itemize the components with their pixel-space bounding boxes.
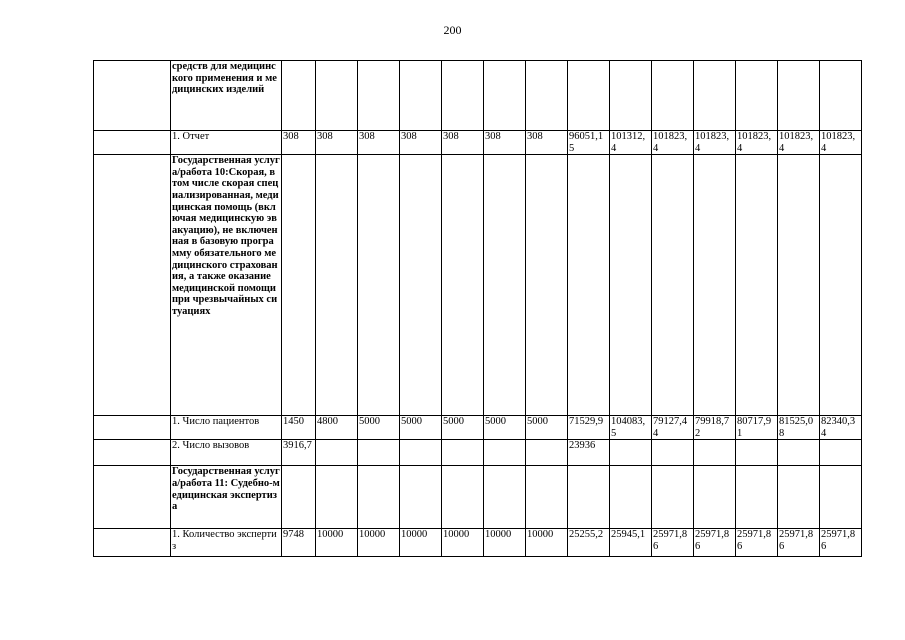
value-cell: 308 (282, 131, 316, 155)
value-cell (400, 61, 442, 131)
value-cell: 101823,4 (652, 131, 694, 155)
value-cell (736, 155, 778, 416)
value-cell: 25971,86 (736, 529, 778, 557)
value-cell: 3916,7 (282, 440, 316, 466)
value-cell: 10000 (484, 529, 526, 557)
value-cell (526, 440, 568, 466)
table-row (94, 155, 862, 416)
value-cell: 71529,9 (568, 416, 610, 440)
row-label-cell: средств для медицинского применения и медицинских изделий (171, 61, 282, 131)
row-label-cell: 1. Отчет (171, 131, 282, 155)
value-cell (442, 466, 484, 529)
value-cell (282, 61, 316, 131)
value-cell (358, 466, 400, 529)
value-cell (568, 466, 610, 529)
value-cell (610, 61, 652, 131)
value-cell: 25255,2 (568, 529, 610, 557)
value-cell (820, 155, 862, 416)
value-cell: 82340,34 (820, 416, 862, 440)
value-cell (526, 466, 568, 529)
value-cell (526, 155, 568, 416)
value-cell: 5000 (526, 416, 568, 440)
row-number-cell (94, 155, 171, 416)
value-cell: 101823,4 (820, 131, 862, 155)
row-label-cell: 1. Число пациентов (171, 416, 282, 440)
value-cell (526, 61, 568, 131)
value-cell (694, 61, 736, 131)
value-cell: 308 (526, 131, 568, 155)
value-cell (652, 466, 694, 529)
row-label-cell: 2. Число вызовов (171, 440, 282, 466)
table-row (94, 529, 862, 557)
value-cell: 101312,4 (610, 131, 652, 155)
value-cell: 81525,08 (778, 416, 820, 440)
value-cell (736, 61, 778, 131)
value-cell (316, 440, 358, 466)
value-cell: 25945,1 (610, 529, 652, 557)
value-cell (694, 440, 736, 466)
value-cell (610, 155, 652, 416)
value-cell (358, 440, 400, 466)
value-cell (694, 155, 736, 416)
value-cell (652, 155, 694, 416)
value-cell (568, 61, 610, 131)
value-cell (400, 155, 442, 416)
value-cell (820, 61, 862, 131)
value-cell (652, 61, 694, 131)
value-cell: 10000 (316, 529, 358, 557)
row-number-cell (94, 440, 171, 466)
row-label-cell: 1. Количество экспертиз (171, 529, 282, 557)
value-cell (778, 61, 820, 131)
value-cell (484, 466, 526, 529)
value-cell: 10000 (442, 529, 484, 557)
value-cell (484, 61, 526, 131)
row-number-cell (94, 61, 171, 131)
value-cell: 308 (442, 131, 484, 155)
value-cell (282, 155, 316, 416)
table-row (94, 61, 862, 131)
value-cell: 308 (484, 131, 526, 155)
value-cell: 79918,72 (694, 416, 736, 440)
value-cell: 80717,91 (736, 416, 778, 440)
value-cell (400, 466, 442, 529)
value-cell: 96051,15 (568, 131, 610, 155)
value-cell: 10000 (526, 529, 568, 557)
value-cell (484, 155, 526, 416)
value-cell: 101823,4 (694, 131, 736, 155)
value-cell (694, 466, 736, 529)
value-cell (736, 466, 778, 529)
value-cell: 5000 (442, 416, 484, 440)
table-row (94, 440, 862, 466)
value-cell: 308 (316, 131, 358, 155)
row-number-cell (94, 529, 171, 557)
value-cell (316, 155, 358, 416)
budget-table (93, 60, 862, 557)
value-cell: 10000 (400, 529, 442, 557)
value-cell (442, 440, 484, 466)
value-cell: 5000 (484, 416, 526, 440)
value-cell: 5000 (400, 416, 442, 440)
value-cell (820, 466, 862, 529)
value-cell (442, 155, 484, 416)
value-cell (358, 155, 400, 416)
value-cell (568, 155, 610, 416)
table-row (94, 466, 862, 529)
value-cell: 101823,4 (736, 131, 778, 155)
value-cell (736, 440, 778, 466)
value-cell (820, 440, 862, 466)
row-number-cell (94, 466, 171, 529)
value-cell: 308 (400, 131, 442, 155)
value-cell: 25971,86 (820, 529, 862, 557)
value-cell (610, 466, 652, 529)
table-row (94, 416, 862, 440)
row-number-cell (94, 416, 171, 440)
table-row (94, 131, 862, 155)
value-cell: 25971,86 (694, 529, 736, 557)
value-cell: 308 (358, 131, 400, 155)
value-cell (610, 440, 652, 466)
page-number: 200 (443, 23, 462, 37)
value-cell: 101823,4 (778, 131, 820, 155)
value-cell: 25971,86 (778, 529, 820, 557)
value-cell: 4800 (316, 416, 358, 440)
value-cell: 5000 (358, 416, 400, 440)
value-cell (442, 61, 484, 131)
row-label-cell: Государственная услуга/работа 11: Судебно-медицинская экспертиза (171, 466, 282, 529)
value-cell (316, 466, 358, 529)
value-cell (652, 440, 694, 466)
value-cell (358, 61, 400, 131)
value-cell (484, 440, 526, 466)
row-number-cell (94, 131, 171, 155)
value-cell: 10000 (358, 529, 400, 557)
value-cell: 104083,5 (610, 416, 652, 440)
value-cell: 23936 (568, 440, 610, 466)
value-cell: 9748 (282, 529, 316, 557)
value-cell (282, 466, 316, 529)
value-cell: 1450 (282, 416, 316, 440)
value-cell (778, 440, 820, 466)
row-label-cell: Государственная услуга/работа 10:Скорая, в том числе скорая специализированная, медицинская помощь (включая медицинскую эвакуацию), не включенная в базовую программу обязательного медицинского страхования, а также оказание медицинской помощи при чрезвычайных ситуациях (171, 155, 282, 416)
value-cell (316, 61, 358, 131)
value-cell: 25971,86 (652, 529, 694, 557)
value-cell (778, 466, 820, 529)
value-cell (400, 440, 442, 466)
value-cell: 79127,44 (652, 416, 694, 440)
value-cell (778, 155, 820, 416)
